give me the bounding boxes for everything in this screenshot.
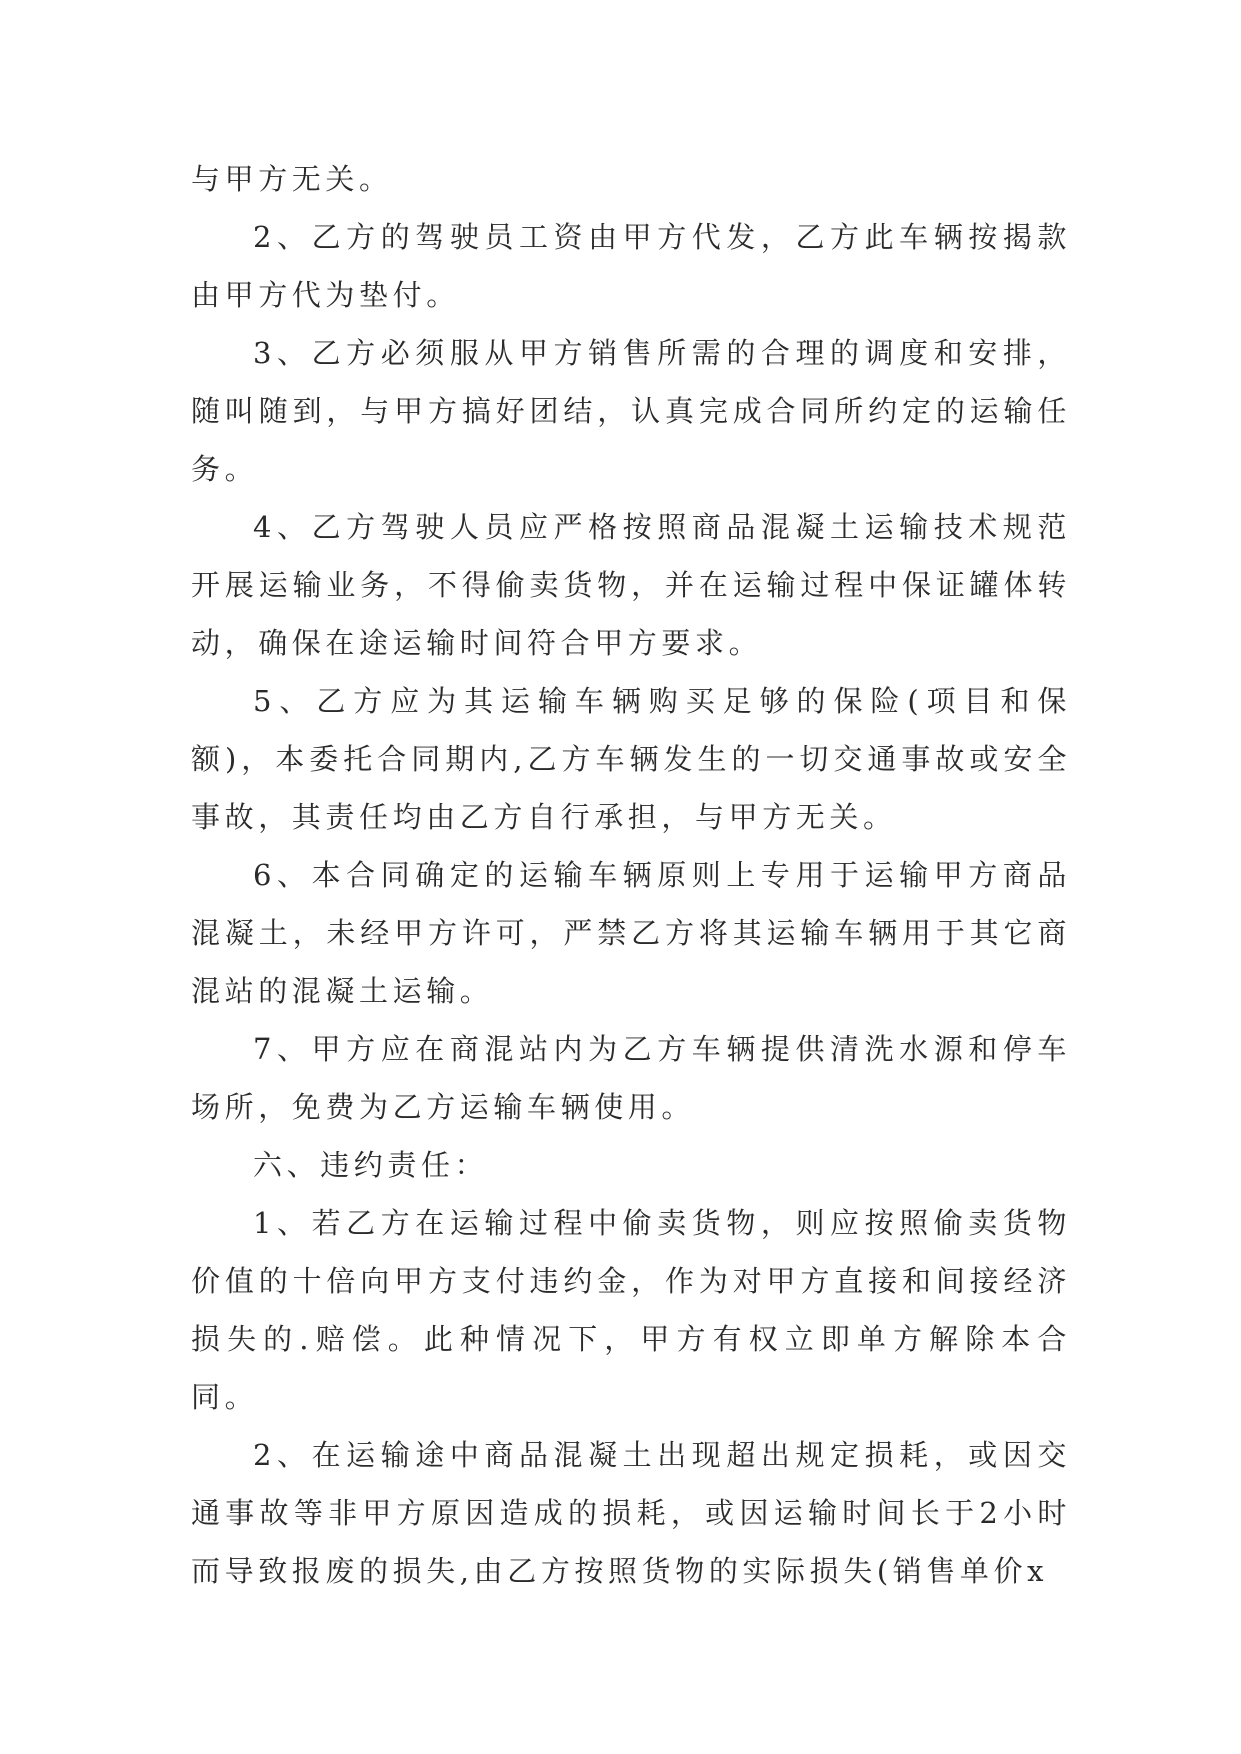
clause-5-2: 2、乙方的驾驶员工资由甲方代发，乙方此车辆按揭款由甲方代为垫付。 <box>191 220 1071 312</box>
document-body <box>191 150 1071 1600</box>
clause-5-3: 3、乙方必须服从甲方销售所需的合理的调度和安排，随叫随到，与甲方搞好团结，认真完成合同所约定的运输任务。 <box>191 336 1071 486</box>
section-heading-liability: 六、违约责任： <box>253 1148 489 1182</box>
clause-6-2: 2、在运输途中商品混凝土出现超出规定损耗，或因交通事故等非甲方原因造成的损耗，或因运输时间长于2小时而导致报废的损失,由乙方按照货物的实际损失(销售单价x <box>191 1438 1071 1588</box>
clause-5-5: 5、乙方应为其运输车辆购买足够的保险(项目和保额)，本委托合同期内,乙方车辆发生的一切交通事故或安全事故，其责任均由乙方自行承担，与甲方无关。 <box>191 684 1071 834</box>
clause-6-1: 1、若乙方在运输过程中偷卖货物，则应按照偷卖货物价值的十倍向甲方支付违约金，作为对甲方直接和间接经济损失的.赔偿。此种情况下，甲方有权立即单方解除本合同。 <box>191 1206 1071 1414</box>
clause-5-4: 4、乙方驾驶人员应严格按照商品混凝土运输技术规范开展运输业务，不得偷卖货物，并在运输过程中保证罐体转动，确保在途运输时间符合甲方要求。 <box>191 510 1071 660</box>
clause-5-7: 7、甲方应在商混站内为乙方车辆提供清洗水源和停车场所，免费为乙方运输车辆使用。 <box>191 1032 1071 1124</box>
paragraph-continuation: 与甲方无关。 <box>191 162 393 196</box>
clause-5-6: 6、本合同确定的运输车辆原则上专用于运输甲方商品混凝土，未经甲方许可，严禁乙方将其运输车辆用于其它商混站的混凝土运输。 <box>191 858 1071 1008</box>
